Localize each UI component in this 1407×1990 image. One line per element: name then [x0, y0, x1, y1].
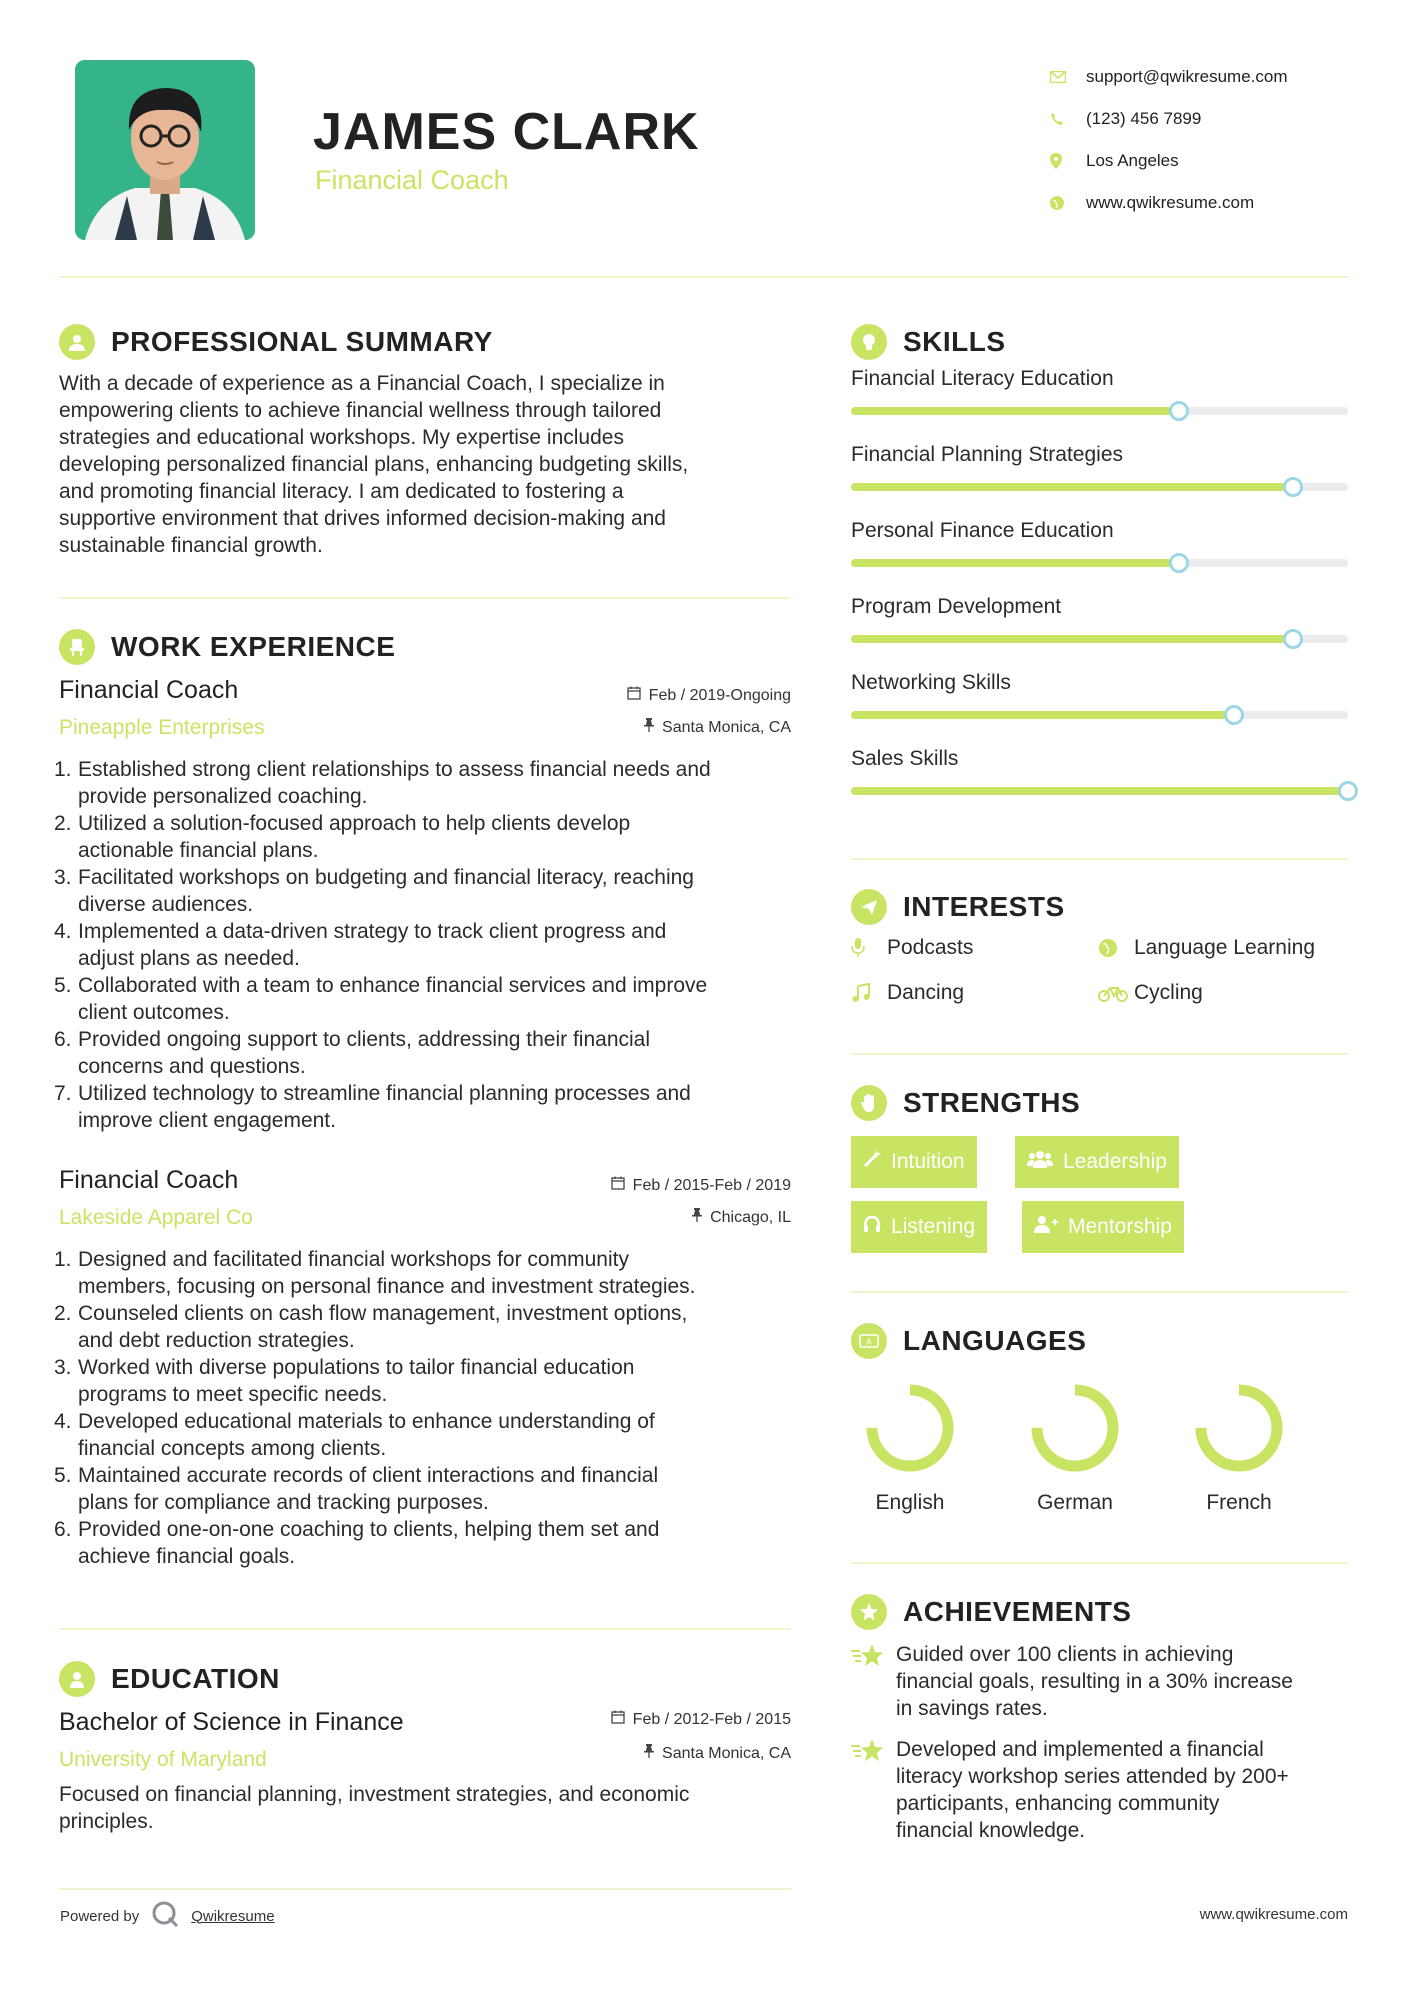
education-title: EDUCATION	[111, 1663, 280, 1694]
interest-label: Podcasts	[887, 936, 974, 959]
strength-badge	[1015, 1136, 1179, 1188]
list-item: 6. Provided one-on-one coaching to clients, helping them set and achieve financial goals.	[54, 1518, 660, 1568]
hand-icon	[851, 1085, 887, 1121]
summary-line: strategies and educational workshops. My expertise includes	[59, 426, 624, 449]
skill-level-knob	[1169, 553, 1189, 573]
job-company: Pineapple Enterprises	[59, 716, 265, 739]
skills-divider	[851, 858, 1348, 860]
microphone-icon	[851, 938, 881, 958]
skill-bar	[851, 635, 1348, 643]
experience-divider	[59, 1628, 791, 1630]
list-item: 2. Utilized a solution-focused approach to help clients develop actionable financial plans.	[54, 812, 631, 862]
powered-by-text: Powered by	[60, 1907, 140, 1925]
job-location-text: Chicago, IL	[710, 1208, 791, 1226]
skill-name: Personal Finance Education	[851, 519, 1114, 542]
interest-label: Dancing	[887, 981, 965, 1004]
achievement-item: Guided over 100 clients in achieving financial goals, resulting in a 30% increase in savings rates.	[851, 1641, 1351, 1722]
skill-name: Program Development	[851, 595, 1062, 618]
strengths-heading	[851, 1085, 1080, 1121]
languages-heading	[851, 1323, 1086, 1359]
group-icon	[1027, 1150, 1053, 1174]
chair-icon	[59, 629, 95, 665]
candidate-role: Financial Coach	[315, 165, 509, 195]
job-date	[627, 686, 791, 705]
skill-bar-fill	[851, 559, 1179, 567]
education-date-text: Feb / 2012-Feb / 2015	[632, 1710, 791, 1728]
strengths-title: STRENGTHS	[903, 1087, 1081, 1118]
skill-name: Financial Planning Strategies	[851, 443, 1123, 466]
languages-divider	[851, 1562, 1348, 1564]
achievement-item: Developed and implemented a financial literacy workshop series attended by 200+ participants, enhancing community financial knowledge.	[851, 1736, 1351, 1844]
skill-level-knob	[1338, 781, 1358, 801]
interests-divider	[851, 1053, 1348, 1055]
calendar-icon	[611, 1176, 625, 1195]
summary-line: empowering clients to achieve financial wellness through tailored	[59, 399, 662, 422]
contact-location-text: Los Angeles	[1086, 151, 1179, 170]
lightbulb-icon	[851, 324, 887, 360]
user-plus-icon	[1034, 1215, 1058, 1239]
language-item	[1184, 1378, 1294, 1515]
skill-name: Networking Skills	[851, 671, 1011, 694]
achievements-list	[851, 1641, 1351, 1844]
skill-name: Sales Skills	[851, 747, 959, 770]
skill-bar-fill	[851, 787, 1348, 795]
language-level-arc	[1201, 1390, 1277, 1466]
interest-item	[1098, 981, 1203, 1005]
education-description: Focused on financial planning, investment strategies, and economic principles.	[59, 1783, 690, 1833]
summary-heading	[59, 324, 493, 360]
skill-bar-fill	[851, 711, 1234, 719]
globe-icon	[1098, 938, 1128, 958]
language-name: French	[1206, 1491, 1272, 1514]
calendar-icon	[627, 686, 641, 705]
education-location	[644, 1744, 791, 1763]
summary-divider	[59, 597, 791, 599]
language-ring	[860, 1378, 960, 1478]
skill-item	[851, 671, 1348, 719]
language-ring	[1025, 1378, 1125, 1478]
footer-website[interactable]: www.qwikresume.com	[1199, 1906, 1348, 1923]
job-location	[644, 718, 791, 737]
summary-text	[59, 370, 819, 559]
degree-title: Bachelor of Science in Finance	[59, 1708, 404, 1736]
summary-line: and promoting financial literacy. I am dedicated to fostering a	[59, 480, 624, 503]
job-title: Financial Coach	[59, 1166, 239, 1194]
skill-bar	[851, 407, 1348, 415]
calendar-icon	[611, 1710, 625, 1729]
star-badge-icon	[851, 1594, 887, 1630]
header-divider	[59, 276, 1349, 278]
language-level-arc	[1037, 1390, 1113, 1466]
svg-text:A: A	[866, 1337, 872, 1347]
list-item: 6. Provided ongoing support to clients, addressing their financial concerns and questions.	[54, 1028, 651, 1078]
profile-photo	[75, 60, 255, 240]
phone-icon	[1050, 112, 1086, 126]
strengths-divider	[851, 1291, 1348, 1293]
strength-label: Leadership	[1063, 1150, 1167, 1173]
strength-badge	[1022, 1201, 1184, 1253]
strength-badge	[851, 1201, 987, 1253]
contact-website-text: www.qwikresume.com	[1086, 193, 1255, 212]
skills-title: SKILLS	[903, 326, 1006, 357]
education-date	[611, 1710, 791, 1729]
summary-title: PROFESSIONAL SUMMARY	[111, 326, 493, 357]
skill-level-knob	[1283, 629, 1303, 649]
achievements-title: ACHIEVEMENTS	[903, 1596, 1132, 1627]
skill-item	[851, 443, 1348, 491]
star-icon	[851, 1738, 885, 1771]
interest-item	[1098, 936, 1315, 960]
skills-heading	[851, 324, 1006, 360]
experience-title: WORK EXPERIENCE	[111, 631, 396, 662]
contact-website[interactable]	[1050, 182, 1288, 224]
language-name: English	[875, 1491, 945, 1514]
footer-powered-by	[60, 1900, 275, 1932]
job-title: Financial Coach	[59, 676, 239, 704]
headphones-icon	[863, 1215, 881, 1239]
contact-email-text: support@qwikresume.com	[1086, 67, 1288, 86]
interests-heading	[851, 889, 1065, 925]
language-ring	[1189, 1378, 1289, 1478]
pin-icon	[644, 1744, 654, 1763]
strength-label: Mentorship	[1068, 1215, 1172, 1238]
strength-label: Intuition	[891, 1150, 965, 1173]
list-item: 5. Maintained accurate records of client interactions and financial plans for compliance and tracking purposes.	[54, 1464, 659, 1514]
list-item: 1. Designed and facilitated financial workshops for community members, focusing on personal finance and investment strategies.	[54, 1248, 696, 1298]
job-date-text: Feb / 2019-Ongoing	[648, 686, 791, 704]
skill-level-knob	[1224, 705, 1244, 725]
achievements-heading	[851, 1594, 1131, 1630]
envelope-icon	[1050, 71, 1086, 83]
list-item: 4. Implemented a data-driven strategy to track client progress and adjust plans as needed.	[54, 920, 667, 970]
job-location	[692, 1208, 791, 1227]
language-name: German	[1037, 1491, 1113, 1514]
skill-item	[851, 367, 1348, 415]
interests-title: INTERESTS	[903, 891, 1065, 922]
contact-block	[1050, 56, 1288, 224]
language-level-arc	[872, 1390, 948, 1466]
job-company: Lakeside Apparel Co	[59, 1206, 253, 1229]
candidate-name: JAMES CLARK	[313, 103, 700, 161]
education-heading	[59, 1661, 280, 1697]
qwikresume-link[interactable]: Qwikresume	[191, 1907, 275, 1925]
education-location-text: Santa Monica, CA	[662, 1744, 791, 1762]
skill-bar	[851, 787, 1348, 795]
skill-item	[851, 747, 1348, 795]
language-item	[1020, 1378, 1130, 1515]
magic-wand-icon	[863, 1150, 881, 1174]
job-location-text: Santa Monica, CA	[662, 718, 791, 736]
user-icon	[59, 324, 95, 360]
summary-line: sustainable financial growth.	[59, 534, 323, 557]
job-date	[611, 1176, 791, 1195]
contact-location	[1050, 140, 1288, 182]
languages-title: LANGUAGES	[903, 1325, 1087, 1356]
list-item: 1. Established strong client relationships to assess financial needs and provide personalized coaching.	[54, 758, 711, 808]
qwikresume-logo-icon	[151, 1900, 179, 1932]
skill-bar-fill	[851, 635, 1293, 643]
job-date-text: Feb / 2015-Feb / 2019	[632, 1176, 791, 1194]
contact-email[interactable]	[1050, 56, 1288, 98]
list-item: 3. Facilitated workshops on budgeting and financial literacy, reaching diverse audiences.	[54, 866, 694, 916]
skill-bar-fill	[851, 483, 1293, 491]
skill-bar	[851, 483, 1348, 491]
list-item: 7. Utilized technology to streamline financial planning processes and improve client engagement.	[54, 1082, 691, 1132]
list-item: 4. Developed educational materials to enhance understanding of financial concepts among clients.	[54, 1410, 655, 1460]
summary-line: supportive environment that drives informed decision-making and	[59, 507, 666, 530]
skill-name: Financial Literacy Education	[851, 367, 1114, 390]
interest-item	[851, 981, 964, 1005]
list-item: 2. Counseled clients on cash flow management, investment options, and debt reduction strategies.	[54, 1302, 688, 1352]
summary-line: developing personalized financial plans, enhancing budgeting skills,	[59, 453, 689, 476]
skill-item	[851, 519, 1348, 567]
paper-plane-icon	[851, 889, 887, 925]
education-divider	[59, 1888, 791, 1890]
list-item: 3. Worked with diverse populations to tailor financial education programs to meet specific needs.	[54, 1356, 635, 1406]
skill-level-knob	[1169, 401, 1189, 421]
skill-item	[851, 595, 1348, 643]
strength-badge	[851, 1136, 977, 1188]
list-item: 5. Collaborated with a team to enhance financial services and improve client outcomes.	[54, 974, 708, 1024]
pin-icon	[692, 1208, 702, 1227]
music-icon	[851, 983, 881, 1003]
bicycle-icon	[1098, 984, 1128, 1002]
translate-icon	[851, 1323, 887, 1359]
language-item	[855, 1378, 965, 1515]
job-duties	[54, 756, 800, 1134]
job-duties	[54, 1246, 800, 1570]
pin-icon	[644, 718, 654, 737]
interest-item	[851, 936, 973, 960]
skill-level-knob	[1283, 477, 1303, 497]
experience-heading	[59, 629, 395, 665]
contact-phone-text: (123) 456 7899	[1086, 109, 1202, 128]
map-pin-icon	[1050, 153, 1086, 169]
strength-label: Listening	[891, 1215, 976, 1238]
school-name: University of Maryland	[59, 1748, 267, 1771]
skill-bar-fill	[851, 407, 1179, 415]
interest-label: Cycling	[1134, 981, 1203, 1004]
contact-phone[interactable]	[1050, 98, 1288, 140]
interest-label: Language Learning	[1134, 936, 1316, 959]
summary-line: With a decade of experience as a Financial Coach, I specialize in	[59, 372, 665, 395]
skill-bar	[851, 559, 1348, 567]
graduate-icon	[59, 1661, 95, 1697]
skill-bar	[851, 711, 1348, 719]
star-icon	[851, 1643, 885, 1676]
globe-icon	[1050, 196, 1086, 210]
